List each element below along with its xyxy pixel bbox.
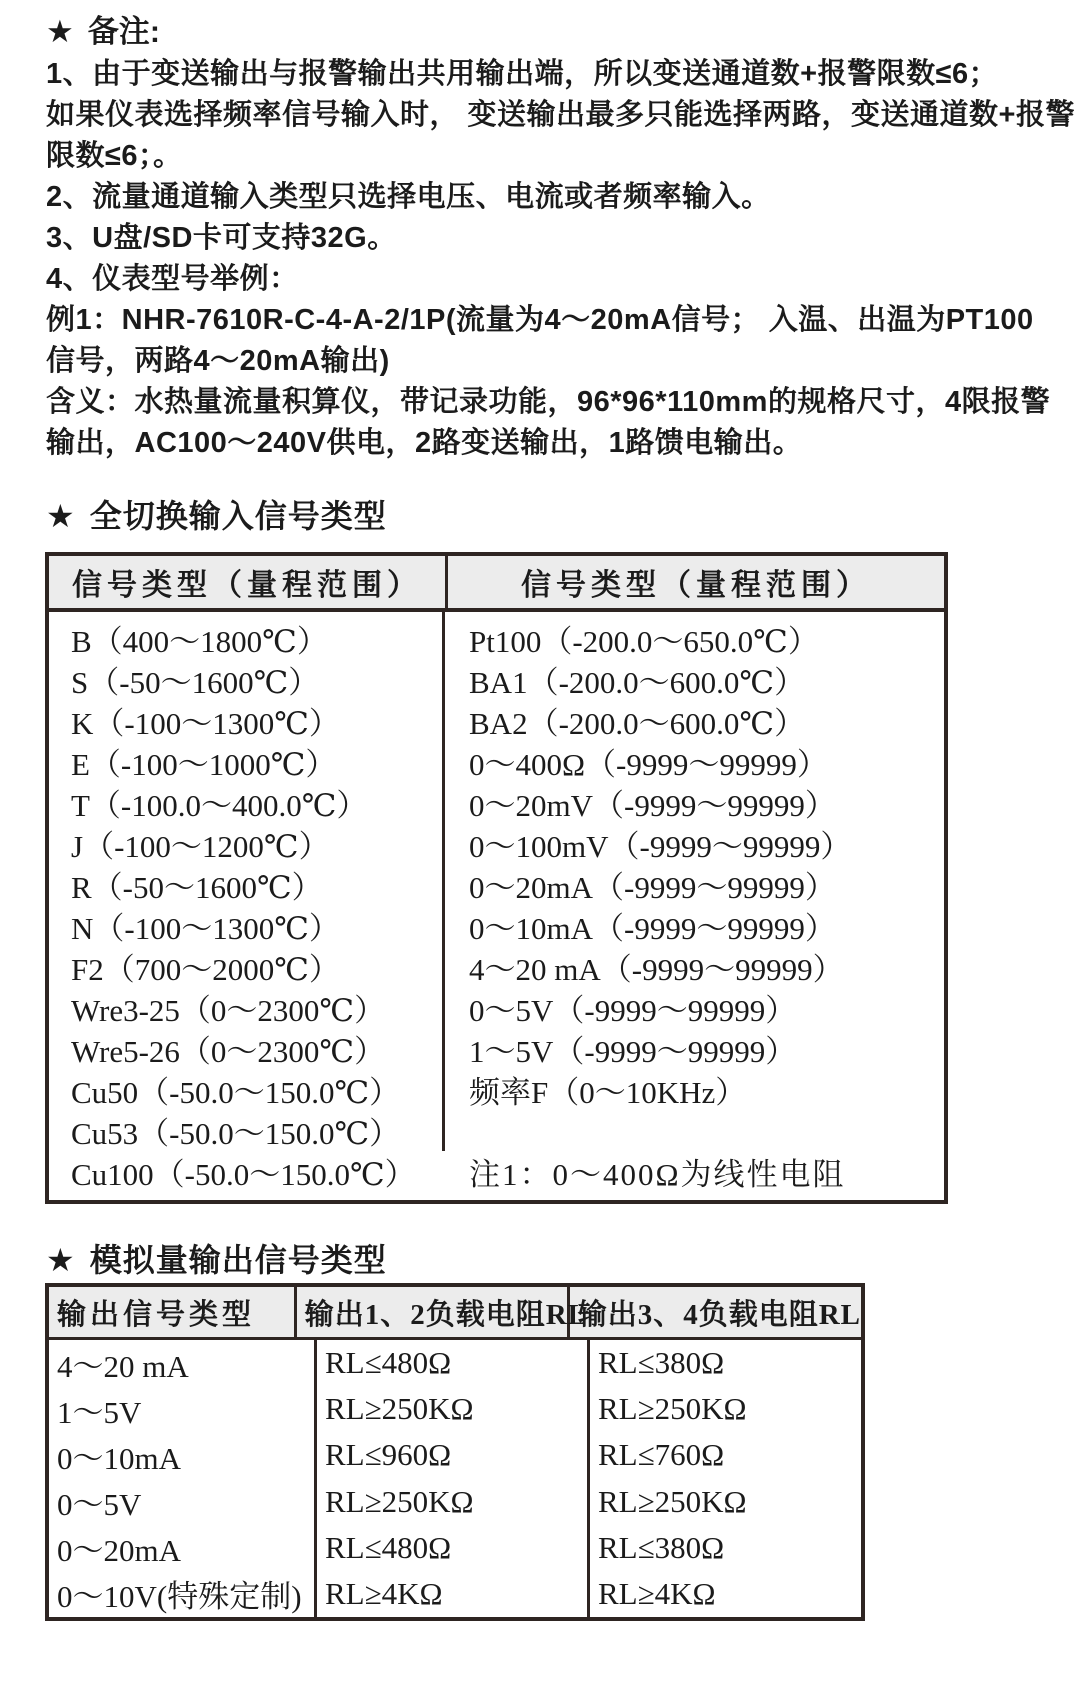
output-signal-header-type: 输出信号类型 [49, 1287, 297, 1337]
rl34-cell: RL≥250KΩ [598, 1391, 747, 1427]
notes-title-text: 备注: [87, 14, 161, 49]
signal-type-item: S（-50～1600℃） [71, 665, 320, 700]
output-signal-table-body [49, 1340, 861, 1617]
signal-type-item: 1～5V（-9999～99999） [469, 1034, 797, 1069]
rl12-cell: RL≥4KΩ [317, 1571, 590, 1617]
rl34-cell: RL≤760Ω [598, 1437, 725, 1473]
spacer [469, 1113, 944, 1154]
table-row [49, 1386, 861, 1432]
notes-title [46, 10, 1056, 54]
input-signal-table-body [49, 612, 944, 1192]
input-signal-table-header [49, 556, 944, 612]
signal-type-item: Wre5-26（0～2300℃） [71, 1034, 386, 1069]
signal-type-item: E（-100～1000℃） [71, 747, 337, 782]
rl12-cell: RL≤960Ω [317, 1432, 590, 1478]
signal-type-item: BA1（-200.0～600.0℃） [469, 665, 806, 700]
input-signal-right-items [469, 621, 944, 1113]
output-type-cell: 0～20mA [49, 1525, 317, 1571]
output-type-cell: 0～5V [49, 1479, 317, 1525]
input-signal-table [45, 552, 948, 1204]
rl34-cell: RL≤380Ω [598, 1529, 725, 1565]
output-signal-header-rl12: 输出1、2负载电阻RL [297, 1287, 570, 1337]
note-line: 含义：水热量流量积算仪，带记录功能，96*96*110mm的规格尺寸，4限报警 [46, 386, 1051, 418]
signal-type-item: 频率F（0～10KHz） [469, 1075, 747, 1110]
signal-type-item: N（-100～1300℃） [71, 911, 340, 946]
table-row [49, 1571, 861, 1617]
input-signal-title-text: 全切换输入信号类型 [89, 498, 387, 534]
output-signal-table-header [49, 1287, 861, 1340]
table-row [49, 1432, 861, 1478]
table-row [49, 1525, 861, 1571]
star-icon: ★ [46, 1242, 76, 1278]
output-signal-header-rl34: 输出3、4负载电阻RL [577, 1298, 861, 1331]
table-row [49, 1340, 861, 1386]
signal-type-item: B（400～1800℃） [71, 624, 328, 659]
linear-resistance-note: 注1：0～400Ω为线性电阻 [469, 1157, 846, 1192]
rl12-cell: RL≥250KΩ [317, 1479, 590, 1525]
note-line: 1、由于变送输出与报警输出共用输出端，所以变送通道数+报警限数≤6； [46, 58, 999, 90]
output-signal-title-text: 模拟量输出信号类型 [89, 1242, 387, 1278]
rl34-cell: RL≥4KΩ [598, 1575, 716, 1611]
signal-type-item: 0～10mA（-9999～99999） [469, 911, 836, 946]
signal-type-item: 0～20mV（-9999～99999） [469, 788, 836, 823]
output-type-cell: 0～10mA [49, 1432, 317, 1478]
star-icon: ★ [46, 14, 74, 49]
note-line: 3、U盘/SD卡可支持32G。 [46, 222, 397, 254]
output-type-cell: 1～5V [49, 1386, 317, 1432]
signal-type-item: 0～100mV（-9999～99999） [469, 829, 852, 864]
signal-type-item: F2（700～2000℃） [71, 952, 340, 987]
signal-type-item: BA2（-200.0～600.0℃） [469, 706, 806, 741]
signal-type-item: Wre3-25（0～2300℃） [71, 993, 386, 1028]
table-row [49, 1479, 861, 1525]
input-signal-left-column [49, 612, 445, 1192]
notes-lines [46, 54, 1075, 464]
rl34-cell: RL≤380Ω [598, 1345, 725, 1381]
input-signal-section-title [46, 496, 387, 536]
signal-type-item: Cu100（-50.0～150.0℃） [71, 1157, 416, 1192]
note-line: 限数≤6；。 [46, 140, 183, 172]
signal-type-item: 0～20mA（-9999～99999） [469, 870, 836, 905]
signal-type-item: Cu53（-50.0～150.0℃） [71, 1116, 401, 1151]
note-line: 如果仪表选择频率信号输入时， 变送输出最多只能选择两路，变送通道数+报警 [46, 99, 1075, 131]
note-line: 2、流量通道输入类型只选择电压、电流或者频率输入。 [46, 181, 771, 213]
note-line: 信号，两路4～20mA输出) [46, 345, 390, 377]
note-line: 4、仪表型号举例： [46, 263, 299, 295]
signal-type-item: 4～20 mA（-9999～99999） [469, 952, 844, 987]
signal-type-item: 0～400Ω（-9999～99999） [469, 747, 828, 782]
output-signal-section-title [46, 1240, 387, 1280]
output-type-cell: 4～20 mA [49, 1340, 317, 1386]
note-line: 输出，AC100～240V供电，2路变送输出，1路馈电输出。 [46, 427, 803, 459]
notes-section [46, 10, 1075, 464]
signal-type-item: J（-100～1200℃） [71, 829, 330, 864]
note-line: 例1：NHR-7610R-C-4-A-2/1P(流量为4～20mA信号； 入温、出温为PT100 [46, 304, 1034, 336]
rl12-cell: RL≤480Ω [317, 1525, 590, 1571]
signal-type-item: R（-50～1600℃） [71, 870, 323, 905]
star-icon: ★ [46, 498, 76, 534]
input-signal-header-right: 信号类型（量程范围） [521, 569, 871, 602]
input-signal-right-column [445, 612, 944, 1192]
output-type-cell: 0～10V(特殊定制) [49, 1571, 317, 1617]
signal-type-item: 0～5V（-9999～99999） [469, 993, 797, 1028]
signal-type-item: K（-100～1300℃） [71, 706, 340, 741]
rl12-cell: RL≤480Ω [317, 1340, 590, 1386]
rl34-cell: RL≥250KΩ [598, 1483, 747, 1519]
input-signal-header-left: 信号类型（量程范围） [49, 556, 448, 608]
output-signal-table [45, 1283, 865, 1621]
rl12-cell: RL≥250KΩ [317, 1386, 590, 1432]
signal-type-item: Pt100（-200.0～650.0℃） [469, 624, 819, 659]
signal-type-item: Cu50（-50.0～150.0℃） [71, 1075, 401, 1110]
signal-type-item: T（-100.0～400.0℃） [71, 788, 368, 823]
